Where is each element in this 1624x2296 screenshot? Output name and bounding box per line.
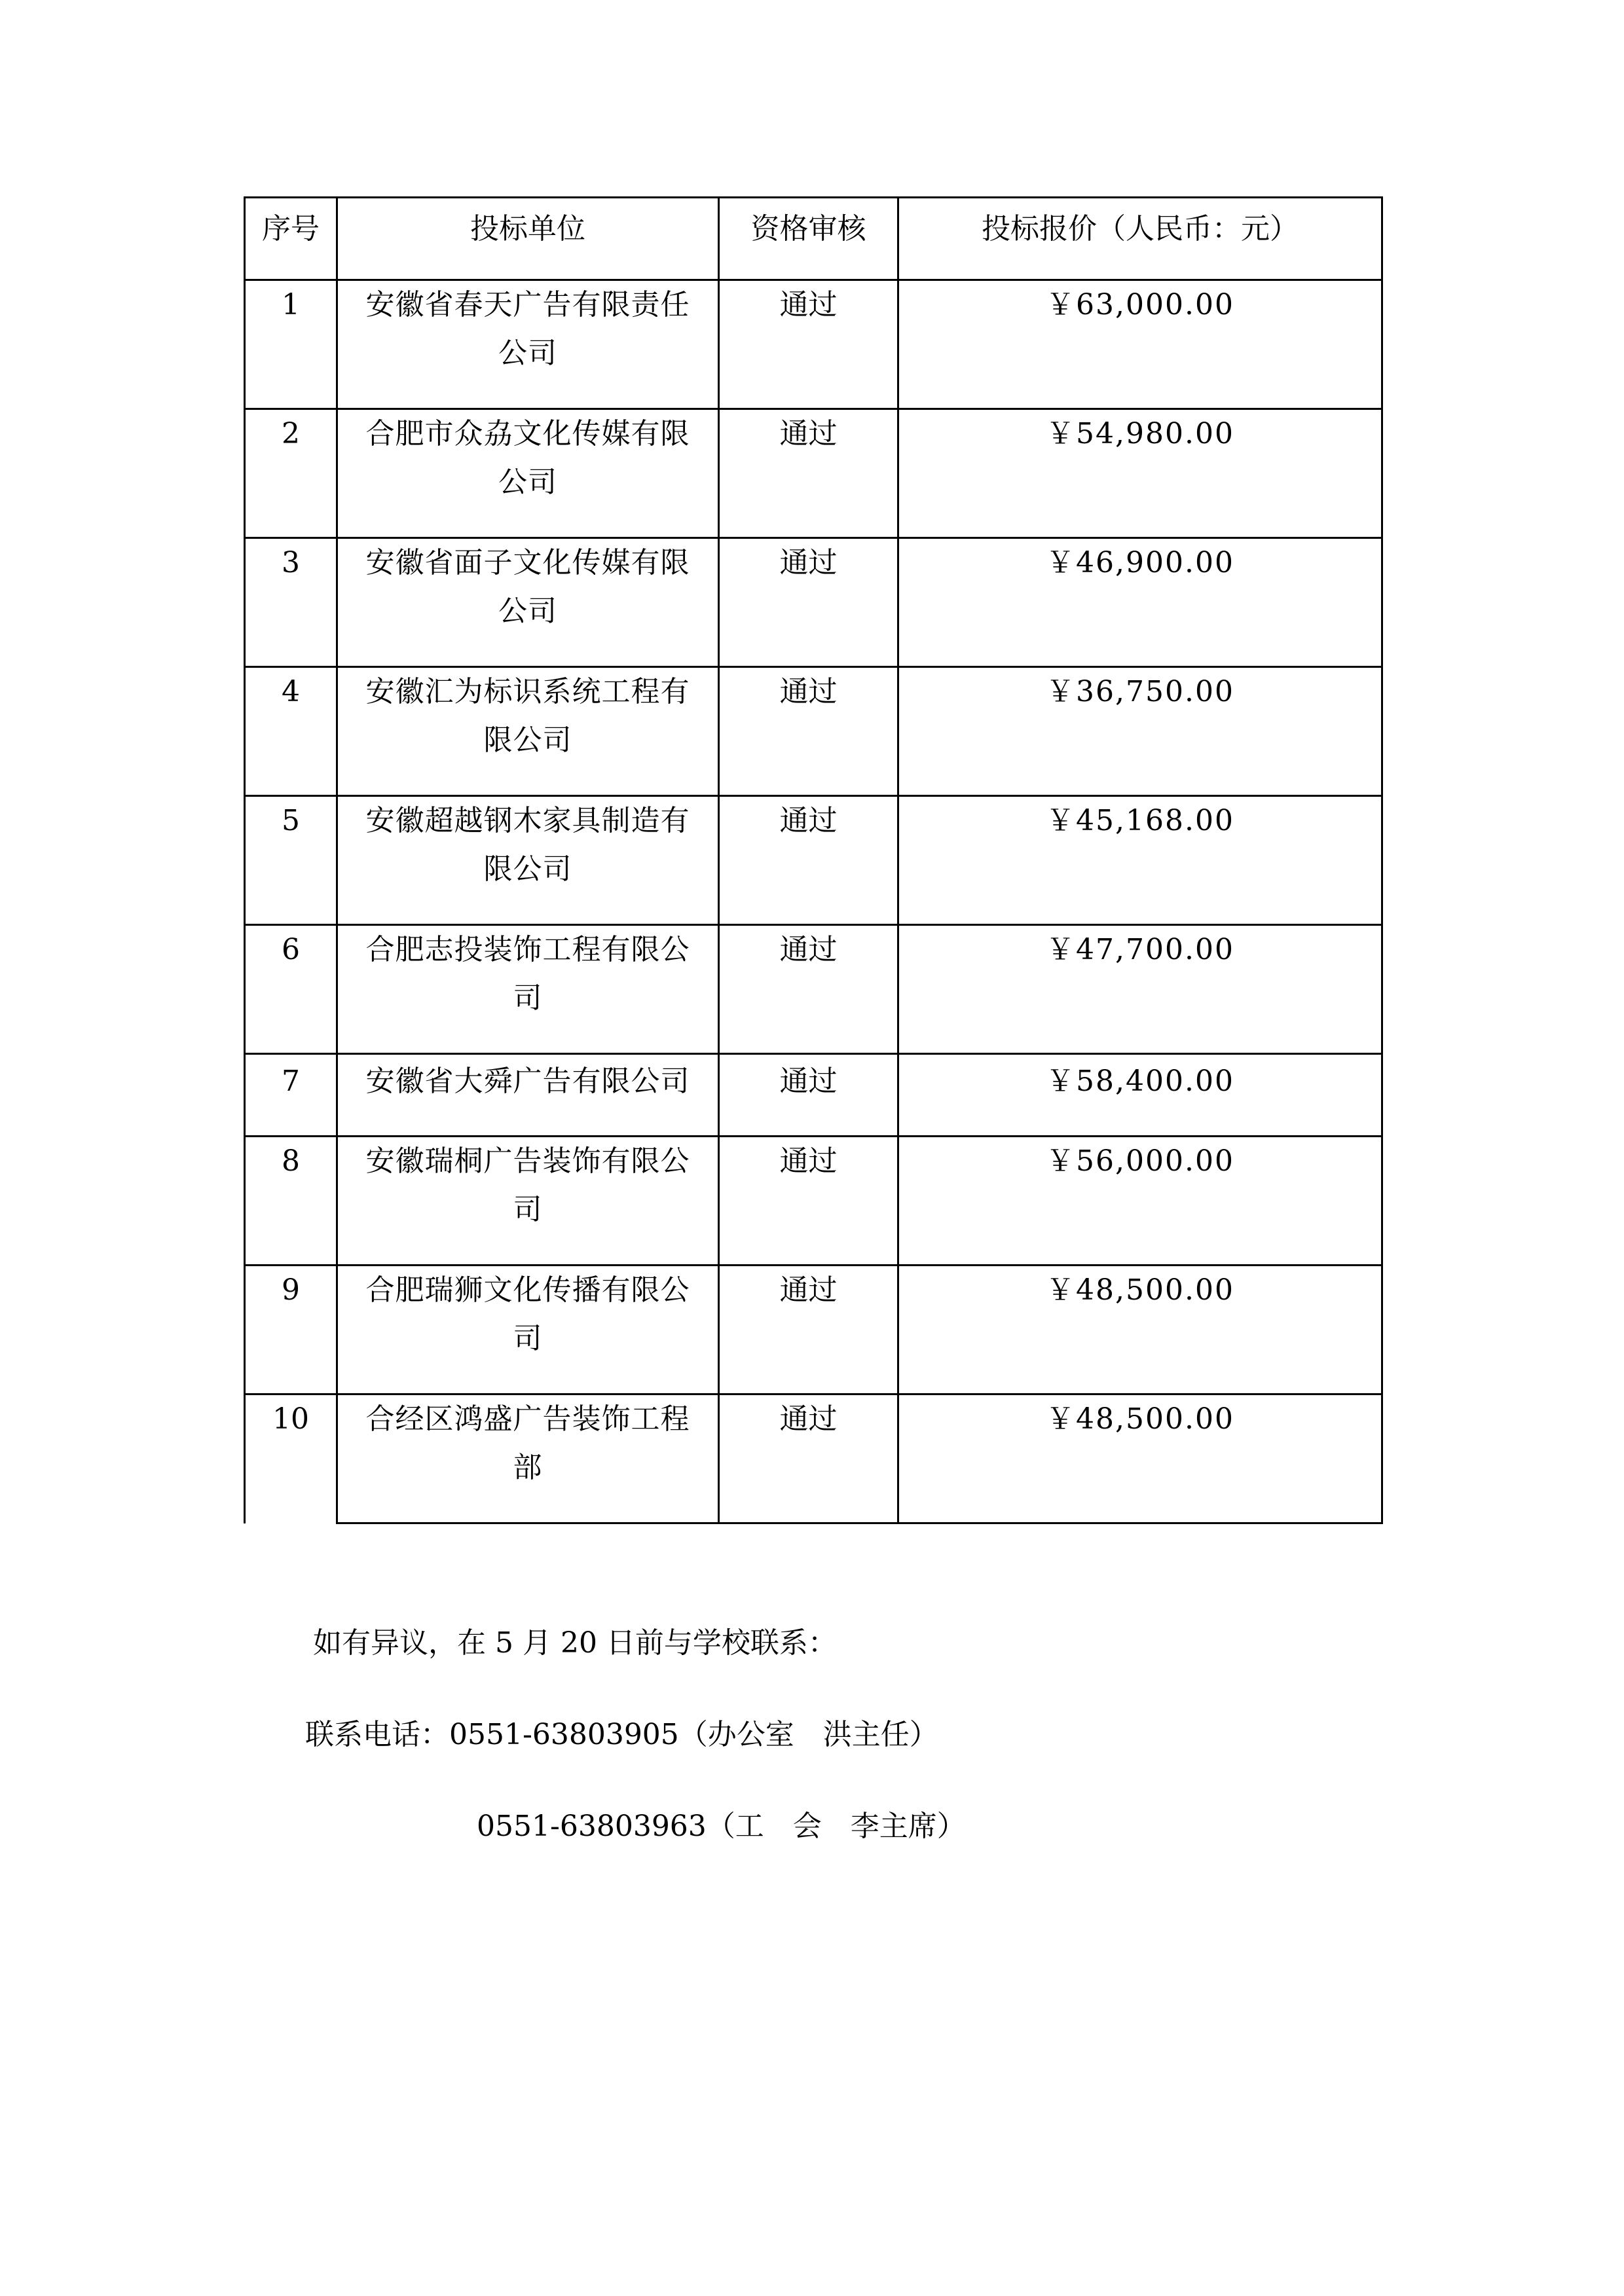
contact-label: 联系电话： <box>305 1718 449 1751</box>
row-price <box>898 925 1382 1054</box>
row-bidder <box>337 538 719 667</box>
contact-phone-office: 0551-63803905（办公室 洪主任） <box>449 1718 938 1751</box>
price-value: ￥63,000.00 <box>1046 288 1234 321</box>
row-bidder <box>337 796 719 925</box>
row-price <box>898 796 1382 925</box>
table-row <box>245 1266 1382 1394</box>
bidder-line1: 合肥志投装饰工程有限公 <box>365 933 690 966</box>
row-price <box>898 538 1382 667</box>
bidder-line2: 限公司 <box>483 852 572 886</box>
row-seq: 2 <box>245 409 337 538</box>
bidder-line2: 限公司 <box>483 723 572 757</box>
bidder-line2: 司 <box>513 981 543 1015</box>
row-price <box>898 1394 1382 1523</box>
bidder-line1: 合肥市众劦文化传媒有限 <box>365 417 690 450</box>
row-qualification: 通过 <box>719 796 898 925</box>
row-bidder <box>337 1054 719 1137</box>
table-row <box>245 409 1382 538</box>
row-price <box>898 1266 1382 1394</box>
table-row <box>245 538 1382 667</box>
row-price <box>898 409 1382 538</box>
row-seq: 7 <box>245 1054 337 1137</box>
price-value: ￥36,750.00 <box>1046 675 1234 708</box>
row-qualification: 通过 <box>719 1137 898 1266</box>
bidder-line1: 安徽汇为标识系统工程有 <box>365 675 690 708</box>
header-qualification: 资格审核 <box>719 198 898 280</box>
price-value: ￥58,400.00 <box>1046 1065 1234 1098</box>
table-row <box>245 925 1382 1054</box>
row-seq: 3 <box>245 538 337 667</box>
header-price: 投标报价（人民币：元） <box>898 198 1382 280</box>
table-row <box>245 796 1382 925</box>
row-bidder <box>337 1266 719 1394</box>
header-seq: 序号 <box>245 198 337 280</box>
row-seq: 1 <box>245 280 337 409</box>
row-seq: 10 <box>245 1394 337 1523</box>
bidder-line1: 安徽省面子文化传媒有限 <box>365 546 690 579</box>
bidder-line1: 安徽瑞桐广告装饰有限公 <box>365 1144 690 1178</box>
row-qualification: 通过 <box>719 1394 898 1523</box>
row-bidder <box>337 925 719 1054</box>
row-qualification: 通过 <box>719 280 898 409</box>
table-row <box>245 280 1382 409</box>
header-bidder: 投标单位 <box>337 198 719 280</box>
row-seq: 9 <box>245 1266 337 1394</box>
row-seq: 8 <box>245 1137 337 1266</box>
bidder-line1: 合经区鸿盛广告装饰工程 <box>365 1402 690 1436</box>
contact-phone-union: 0551-63803963（工 会 李主席） <box>477 1810 966 1843</box>
row-bidder <box>337 280 719 409</box>
row-bidder <box>337 667 719 796</box>
bid-results-table <box>244 196 1383 1524</box>
bidder-line1: 安徽省春天广告有限责任 <box>365 288 690 321</box>
price-value: ￥47,700.00 <box>1046 933 1234 966</box>
bidder-line2: 公司 <box>498 465 557 499</box>
row-qualification: 通过 <box>719 667 898 796</box>
table-row <box>245 667 1382 796</box>
bidder-line2: 司 <box>513 1193 543 1226</box>
row-price <box>898 1137 1382 1266</box>
bidder-line2: 公司 <box>498 594 557 628</box>
contact-line-1 <box>305 1717 938 1753</box>
row-qualification: 通过 <box>719 538 898 667</box>
bidder-line1: 合肥瑞狮文化传播有限公 <box>365 1273 690 1307</box>
row-price <box>898 1054 1382 1137</box>
row-price <box>898 667 1382 796</box>
row-seq: 5 <box>245 796 337 925</box>
bidder-line1: 安徽超越钢木家具制造有 <box>365 804 690 837</box>
row-qualification: 通过 <box>719 1054 898 1137</box>
row-seq: 6 <box>245 925 337 1054</box>
price-value: ￥48,500.00 <box>1046 1273 1234 1307</box>
price-value: ￥56,000.00 <box>1046 1144 1234 1178</box>
table-row <box>245 1054 1382 1137</box>
bidder-line1: 安徽省大舜广告有限公司 <box>365 1065 690 1098</box>
row-bidder <box>337 1137 719 1266</box>
row-bidder <box>337 1394 719 1523</box>
row-qualification: 通过 <box>719 1266 898 1394</box>
table-row <box>245 1394 1382 1523</box>
price-value: ￥45,168.00 <box>1046 804 1234 837</box>
row-qualification: 通过 <box>719 925 898 1054</box>
price-value: ￥54,980.00 <box>1046 417 1234 450</box>
price-value: ￥46,900.00 <box>1046 546 1234 579</box>
row-qualification: 通过 <box>719 409 898 538</box>
row-price <box>898 280 1382 409</box>
row-bidder <box>337 409 719 538</box>
table-row <box>245 1137 1382 1266</box>
objection-notice: 如有异议，在 5 月 20 日前与学校联系： <box>313 1626 837 1660</box>
row-seq: 4 <box>245 667 337 796</box>
bidder-line2: 司 <box>513 1322 543 1355</box>
table-header-row <box>245 198 1382 280</box>
price-value: ￥48,500.00 <box>1046 1402 1234 1436</box>
bidder-line2: 部 <box>513 1451 543 1484</box>
bidder-line2: 公司 <box>498 337 557 370</box>
